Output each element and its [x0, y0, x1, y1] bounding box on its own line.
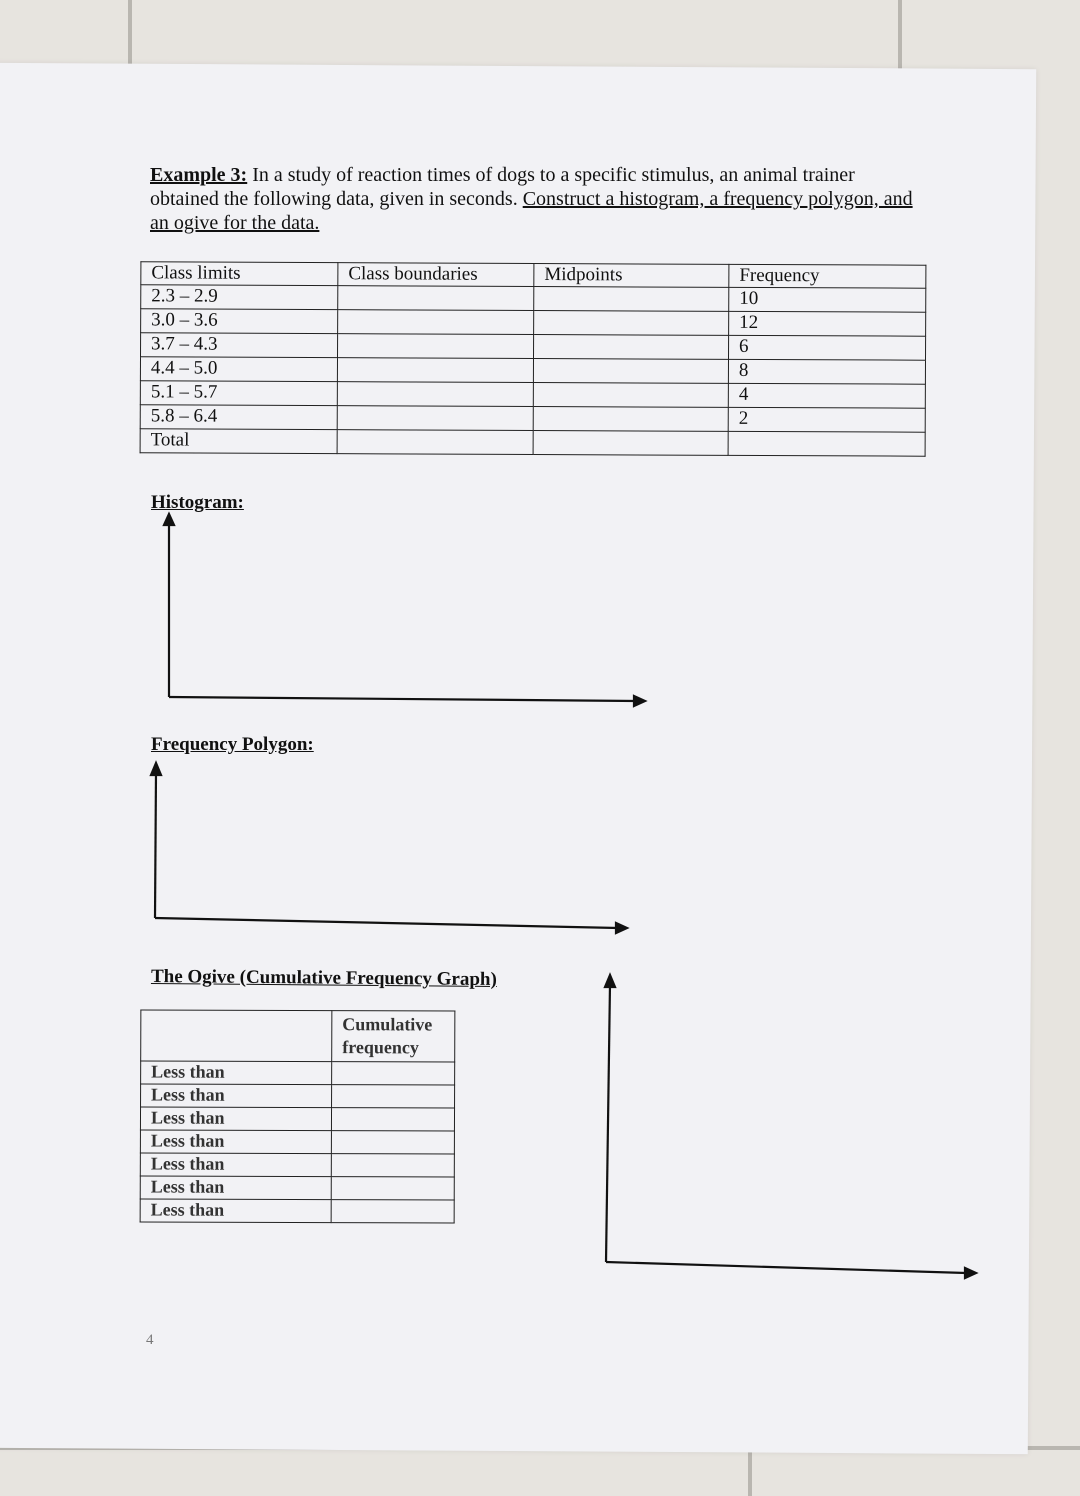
- class-limits-cell: 2.3 – 2.9: [141, 285, 338, 310]
- arrow-up-icon: [151, 763, 161, 775]
- table-row: [140, 1153, 454, 1177]
- frequency-cell: 2: [728, 407, 925, 432]
- example-task: Construct a histogram, a frequency polygon, and an ogive for the data.: [150, 188, 913, 234]
- less-than-label: Less than: [140, 1107, 331, 1131]
- histogram-axes: [164, 514, 645, 706]
- arrow-up-icon: [164, 514, 174, 525]
- less-than-label: Less than: [141, 1061, 332, 1085]
- histogram-x-axis: [169, 697, 636, 701]
- table-row: [141, 1084, 455, 1108]
- class-limits-cell: 4.4 – 5.0: [140, 357, 337, 382]
- arrow-right-icon: [616, 923, 627, 933]
- less-than-label: Less than: [140, 1153, 331, 1177]
- polygon-axes: [151, 763, 627, 933]
- cumulative-cell: [331, 1200, 454, 1223]
- header-frequency: Frequency: [729, 264, 926, 288]
- less-than-label: Less than: [140, 1176, 331, 1200]
- cumulative-cell: [332, 1062, 455, 1085]
- cumulative-cell: [331, 1177, 454, 1200]
- header-class-boundaries: Class boundaries: [338, 263, 534, 287]
- frequency-cell: 6: [729, 335, 926, 360]
- example-text: In a study of reaction times of dogs to a specific stimulus, an animal trainer obtained the following data, given in seconds.: [150, 164, 855, 210]
- class-limits-cell: 5.8 – 6.4: [140, 405, 337, 430]
- cumulative-frequency-table: [140, 1009, 456, 1223]
- less-than-label: Less than: [141, 1084, 332, 1108]
- page-number: 4: [146, 1332, 154, 1348]
- histogram-heading: Histogram:: [151, 492, 244, 513]
- arrow-right-icon: [634, 696, 645, 706]
- example-label: Example 3:: [150, 164, 248, 186]
- table-row: [140, 1199, 454, 1223]
- header-midpoints: Midpoints: [534, 264, 729, 288]
- header-class-limits: Class limits: [141, 262, 338, 286]
- cumulative-cell: [331, 1131, 454, 1154]
- cumulative-cell: [331, 1108, 454, 1131]
- polygon-y-axis: [155, 772, 156, 918]
- ogive-heading: The Ogive (Cumulative Frequency Graph): [150, 966, 497, 991]
- frequency-cell: 10: [729, 287, 926, 312]
- less-than-label: Less than: [140, 1199, 331, 1223]
- polygon-x-axis: [155, 918, 618, 928]
- class-limits-cell: 3.0 – 3.6: [141, 309, 338, 334]
- ogive-y-axis: [606, 984, 610, 1262]
- arrow-up-icon: [605, 975, 615, 987]
- table-row: [140, 1130, 454, 1154]
- frequency-cell: 4: [728, 383, 925, 408]
- total-label: Total: [140, 429, 337, 454]
- table-row: [140, 1107, 454, 1131]
- less-than-label: Less than: [140, 1130, 331, 1154]
- cumulative-cell: [332, 1085, 455, 1108]
- class-limits-cell: 3.7 – 4.3: [141, 333, 338, 358]
- table-row: [141, 1061, 455, 1085]
- class-limits-cell: 5.1 – 5.7: [140, 381, 337, 406]
- table-header-row: [141, 1010, 455, 1062]
- ogive-x-axis: [606, 1262, 966, 1273]
- ogive-axes: [605, 975, 976, 1278]
- cumulative-cell: [331, 1154, 454, 1177]
- frequency-cell: 8: [728, 359, 925, 384]
- frequency-cell: 12: [729, 311, 926, 336]
- header-cumulative-frequency: Cumulative frequency: [332, 1011, 455, 1062]
- blank-header-cell: [141, 1010, 332, 1062]
- frequency-polygon-heading: Frequency Polygon:: [151, 734, 314, 755]
- arrow-right-icon: [965, 1268, 976, 1278]
- table-row: [140, 1176, 454, 1200]
